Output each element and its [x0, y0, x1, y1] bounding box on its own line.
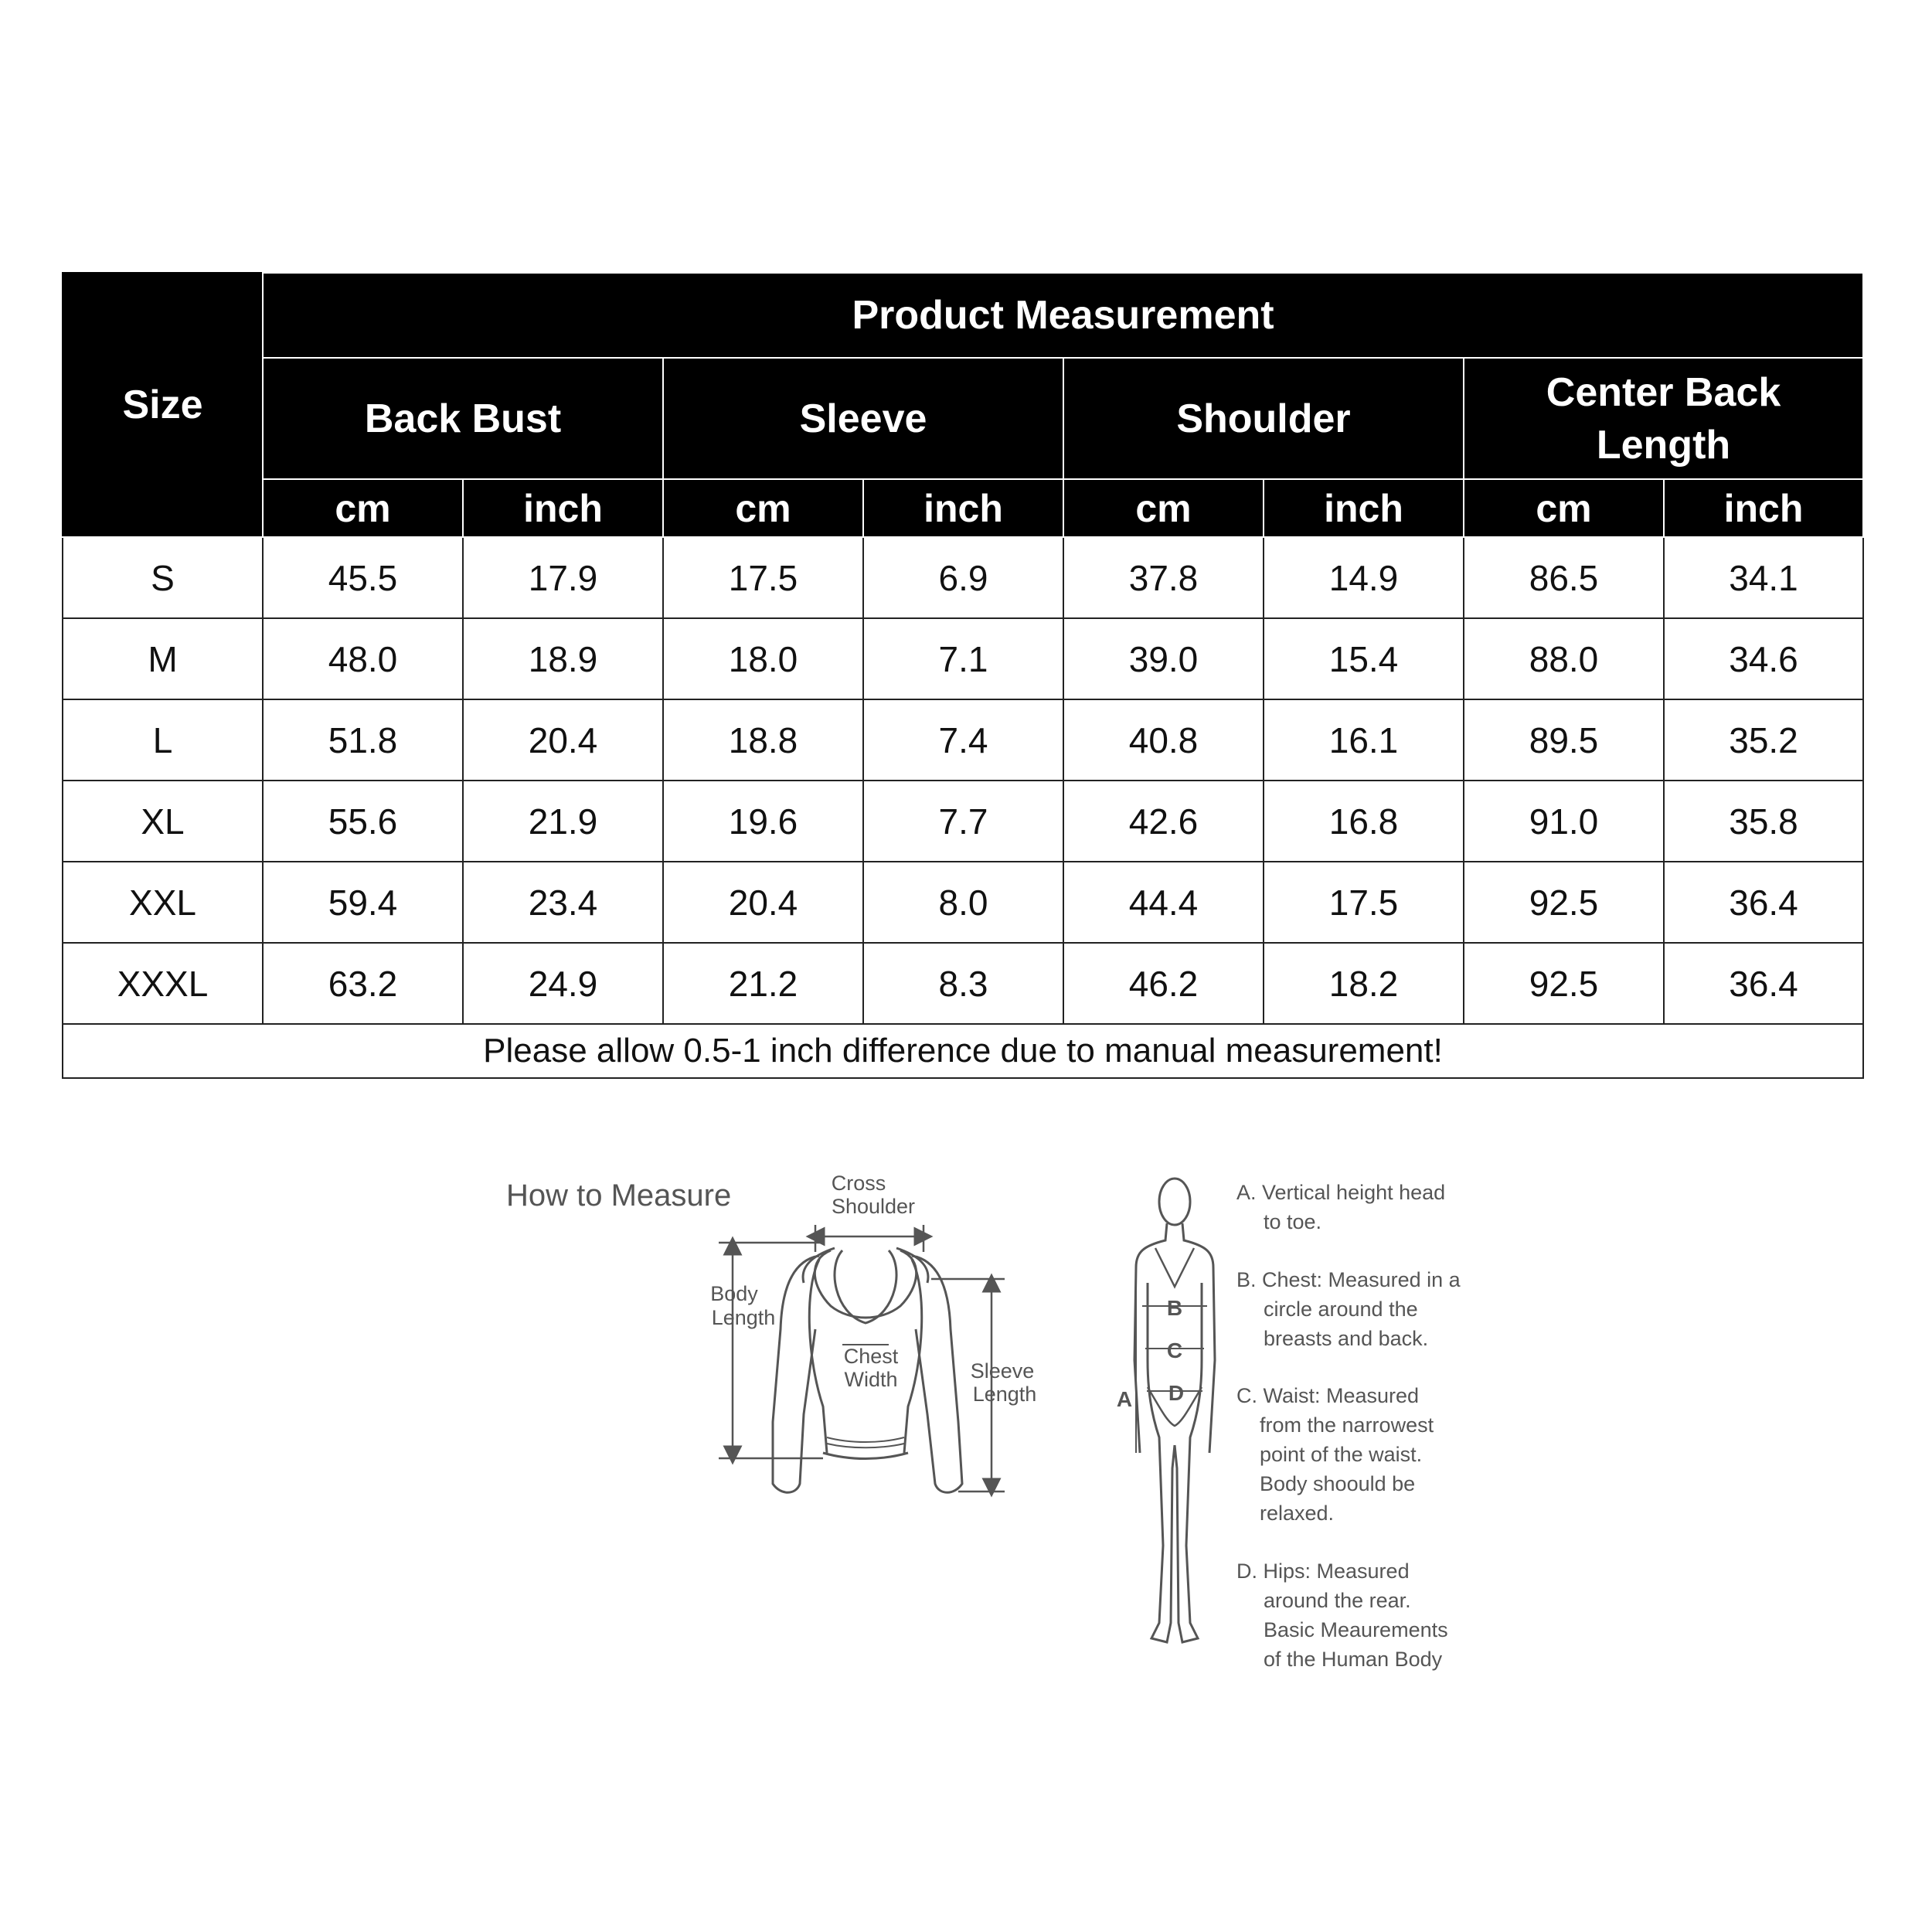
size-cell: XL [63, 781, 263, 862]
value-cell: 21.9 [463, 781, 663, 862]
group-header-2 [663, 358, 1063, 479]
value-cell: 24.9 [463, 943, 663, 1024]
group-header-1 [263, 358, 663, 479]
value-cell: 92.5 [1464, 943, 1664, 1024]
value-cell: 6.9 [863, 537, 1063, 618]
sleeve-length-label: Sleeve [970, 1359, 1035, 1383]
value-cell: 15.4 [1264, 618, 1464, 699]
value-cell: 16.1 [1264, 699, 1464, 781]
value-cell: 18.9 [463, 618, 663, 699]
note-d-line-3: Basic Meaurements [1264, 1618, 1448, 1641]
body-length-label: Body [710, 1282, 758, 1305]
size-chart-table [62, 272, 1864, 1079]
value-cell: 20.4 [463, 699, 663, 781]
group-header-4 [1464, 358, 1863, 479]
value-cell: 35.8 [1664, 781, 1863, 862]
value-cell: 45.5 [263, 537, 463, 618]
unit-inch-header: inch [463, 479, 663, 537]
unit-cm-header: cm [1063, 479, 1264, 537]
value-cell: 17.9 [463, 537, 663, 618]
note-c-line-4: Body shoould be [1260, 1472, 1416, 1495]
value-cell: 19.6 [663, 781, 863, 862]
group-header-line: Shoulder [1176, 396, 1351, 441]
value-cell: 21.2 [663, 943, 863, 1024]
value-cell: 18.8 [663, 699, 863, 781]
value-cell: 39.0 [1063, 618, 1264, 699]
garment-labels [710, 1172, 1036, 1406]
marker-b: B [1166, 1296, 1183, 1320]
note-c-line-2: from the narrowest [1260, 1413, 1434, 1437]
chest-width-label-2: Width [844, 1368, 898, 1391]
table-row [63, 862, 1863, 943]
value-cell: 44.4 [1063, 862, 1264, 943]
body-length-label-2: Length [711, 1306, 776, 1329]
group-header-line: Length [1596, 422, 1731, 468]
marker-d: D [1168, 1381, 1185, 1405]
table-body [63, 537, 1863, 1024]
value-cell: 14.9 [1264, 537, 1464, 618]
body-figure [1134, 1179, 1215, 1642]
note-a-line-2: to toe. [1264, 1210, 1322, 1233]
value-cell: 48.0 [263, 618, 463, 699]
chest-width-label: Chest [843, 1345, 899, 1368]
table-row [63, 618, 1863, 699]
value-cell: 20.4 [663, 862, 863, 943]
cross-shoulder-label: Cross [831, 1172, 886, 1195]
value-cell: 23.4 [463, 862, 663, 943]
value-cell: 16.8 [1264, 781, 1464, 862]
how-to-measure-title: How to Measure [506, 1179, 732, 1213]
note-d-line-2: around the rear. [1264, 1589, 1411, 1612]
value-cell: 17.5 [663, 537, 863, 618]
unit-inch-header: inch [1664, 479, 1863, 537]
unit-cm-header: cm [263, 479, 463, 537]
marker-c: C [1166, 1338, 1183, 1362]
value-cell: 8.3 [863, 943, 1063, 1024]
value-cell: 55.6 [263, 781, 463, 862]
size-cell: XXL [63, 862, 263, 943]
cross-shoulder-label-2: Shoulder [831, 1195, 916, 1218]
body-markers [1117, 1296, 1184, 1411]
measurement-notes [1236, 1181, 1461, 1671]
value-cell: 18.2 [1264, 943, 1464, 1024]
size-cell: S [63, 537, 263, 618]
value-cell: 88.0 [1464, 618, 1664, 699]
note-a-line-1: A. Vertical height head [1236, 1181, 1446, 1204]
note-b-line-3: breasts and back. [1264, 1327, 1429, 1350]
product-measurement-header: Product Measurement [263, 273, 1863, 358]
table-row [63, 537, 1863, 618]
table-row [63, 943, 1863, 1024]
measurement-note: Please allow 0.5-1 inch difference due to manual measurement! [63, 1024, 1863, 1078]
value-cell: 91.0 [1464, 781, 1664, 862]
value-cell: 40.8 [1063, 699, 1264, 781]
value-cell: 18.0 [663, 618, 863, 699]
table-header [63, 273, 1863, 537]
value-cell: 35.2 [1664, 699, 1863, 781]
unit-inch-header: inch [1264, 479, 1464, 537]
value-cell: 37.8 [1063, 537, 1264, 618]
note-c-line-3: point of the waist. [1260, 1443, 1423, 1466]
value-cell: 7.7 [863, 781, 1063, 862]
note-b-line-2: circle around the [1264, 1298, 1418, 1321]
size-column-header: Size [63, 273, 263, 537]
size-cell: XXXL [63, 943, 263, 1024]
unit-cm-header: cm [663, 479, 863, 537]
value-cell: 7.1 [863, 618, 1063, 699]
value-cell: 34.1 [1664, 537, 1863, 618]
value-cell: 92.5 [1464, 862, 1664, 943]
size-cell: L [63, 699, 263, 781]
value-cell: 59.4 [263, 862, 463, 943]
value-cell: 51.8 [263, 699, 463, 781]
unit-cm-header: cm [1464, 479, 1664, 537]
group-header-3 [1063, 358, 1464, 479]
value-cell: 8.0 [863, 862, 1063, 943]
table-row [63, 699, 1863, 781]
value-cell: 7.4 [863, 699, 1063, 781]
group-header-line: Center Back [1546, 369, 1781, 415]
value-cell: 36.4 [1664, 943, 1863, 1024]
value-cell: 86.5 [1464, 537, 1664, 618]
unit-inch-header: inch [863, 479, 1063, 537]
value-cell: 42.6 [1063, 781, 1264, 862]
note-b-line-1: B. Chest: Measured in a [1236, 1268, 1461, 1291]
garment-illustration [773, 1248, 962, 1492]
group-header-line: Sleeve [799, 396, 927, 441]
group-header-line: Back Bust [364, 396, 562, 441]
value-cell: 36.4 [1664, 862, 1863, 943]
note-d-line-4: of the Human Body [1264, 1648, 1443, 1671]
sleeve-length-label-2: Length [972, 1383, 1037, 1406]
marker-a: A [1116, 1387, 1133, 1411]
value-cell: 17.5 [1264, 862, 1464, 943]
value-cell: 89.5 [1464, 699, 1664, 781]
note-c-line-1: C. Waist: Measured [1236, 1384, 1420, 1407]
table-row [63, 781, 1863, 862]
value-cell: 46.2 [1063, 943, 1264, 1024]
dimension-lines [719, 1225, 1005, 1492]
size-cell: M [63, 618, 263, 699]
note-d-line-1: D. Hips: Measured [1236, 1560, 1410, 1583]
value-cell: 34.6 [1664, 618, 1863, 699]
note-c-line-5: relaxed. [1260, 1502, 1335, 1525]
value-cell: 63.2 [263, 943, 463, 1024]
